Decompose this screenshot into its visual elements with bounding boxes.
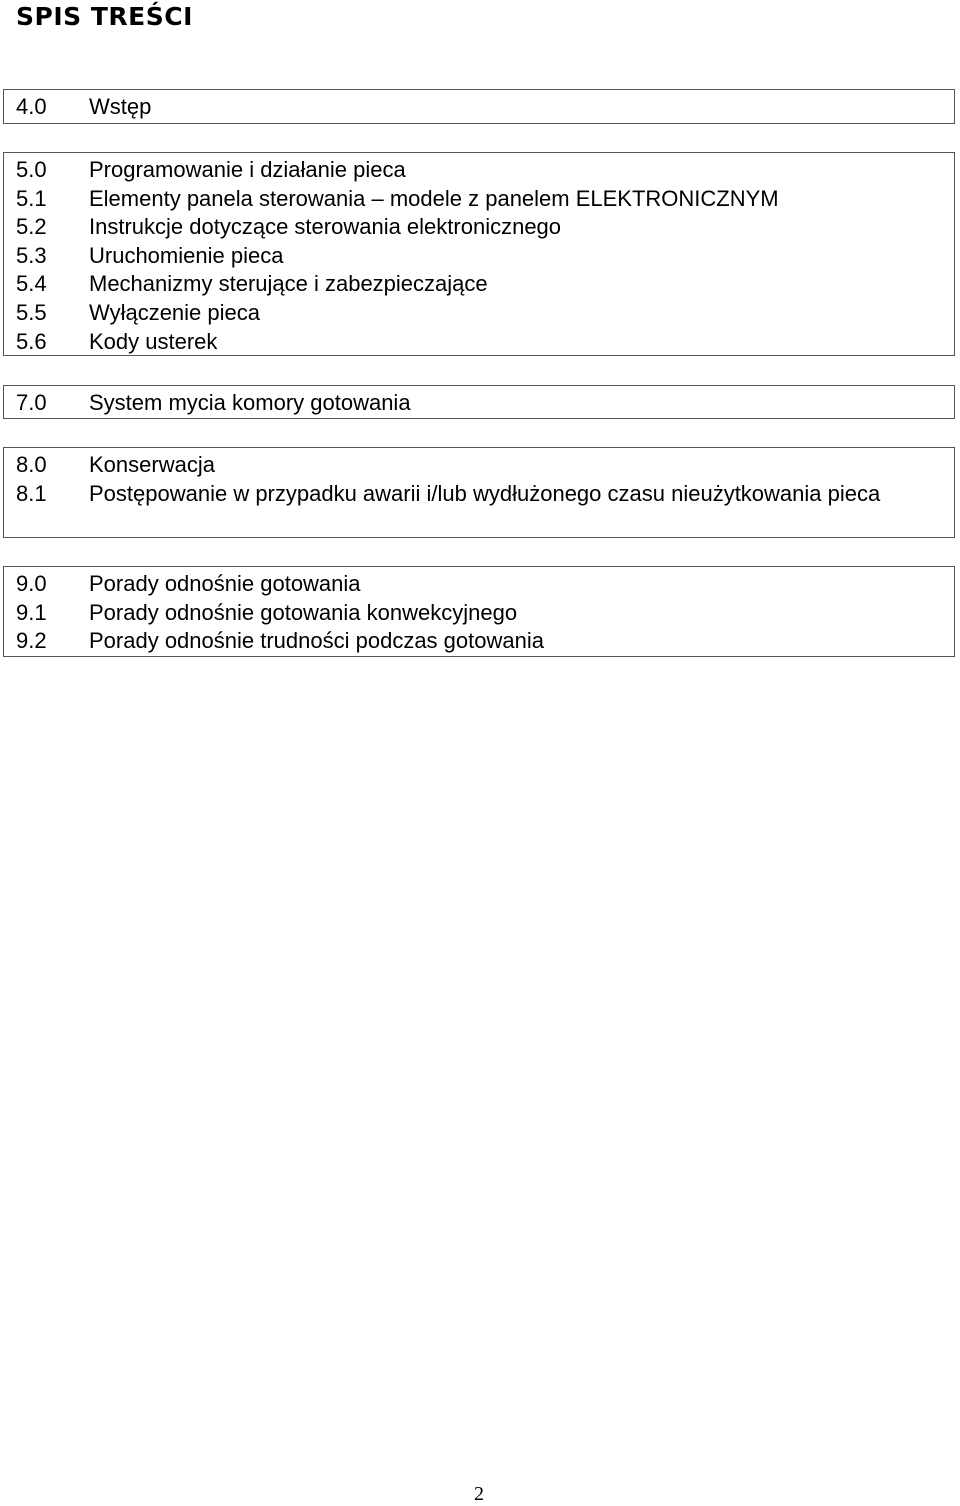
page-title: SPIS TREŚCI xyxy=(16,2,193,31)
toc-entry[interactable] xyxy=(4,570,954,599)
toc-entry-number: 7.0 xyxy=(16,390,47,415)
toc-entry-title: Porady odnośnie gotowania konwekcyjnego xyxy=(89,599,518,625)
toc-entry[interactable] xyxy=(4,328,954,357)
page-number: 2 xyxy=(474,1483,484,1505)
toc-entry-number: 5.2 xyxy=(16,214,47,240)
toc-entry-title: System mycia komory gotowania xyxy=(89,390,411,415)
toc-entry-title: Postępowanie w przypadku awarii i/lub wydłużonego czasu nieużytkowania pieca xyxy=(89,480,881,506)
toc-entry-number: 9.2 xyxy=(16,628,47,654)
toc-entry[interactable] xyxy=(4,156,954,185)
toc-entry-number: 4.0 xyxy=(16,94,47,119)
toc-entry-title: Instrukcje dotyczące sterowania elektronicznego xyxy=(89,214,562,240)
toc-section xyxy=(3,566,955,657)
toc-entry-title: Mechanizmy sterujące i zabezpieczające xyxy=(89,271,488,297)
toc-entry-number: 5.6 xyxy=(16,328,47,354)
toc-entry-title: Wyłączenie pieca xyxy=(89,299,260,325)
toc-entry-number: 5.0 xyxy=(16,157,47,182)
toc-entry-number: 9.1 xyxy=(16,599,47,625)
toc-section xyxy=(3,385,955,419)
toc-entry-number: 9.0 xyxy=(16,571,47,596)
toc-entry-title: Elementy panela sterowania – modele z panelem ELEKTRONICZNYM xyxy=(89,185,779,211)
toc-entry[interactable] xyxy=(4,627,954,656)
toc-entry-number: 5.5 xyxy=(16,299,47,325)
toc-section xyxy=(3,89,955,124)
toc-entry[interactable] xyxy=(4,480,954,509)
toc-entry-number: 8.0 xyxy=(16,452,47,477)
toc-entry-title: Uruchomienie pieca xyxy=(89,242,284,268)
toc-entry-number: 8.1 xyxy=(16,480,47,506)
toc-entry[interactable] xyxy=(4,242,954,271)
toc-entry[interactable] xyxy=(4,270,954,299)
toc-entry-title: Programowanie i działanie pieca xyxy=(89,157,406,182)
toc-entry[interactable] xyxy=(4,451,954,480)
toc-entry[interactable] xyxy=(4,389,954,418)
toc-entry[interactable] xyxy=(4,185,954,214)
toc-section xyxy=(3,447,955,538)
toc-entry-number: 5.4 xyxy=(16,271,47,297)
toc-entry-title: Porady odnośnie trudności podczas gotowania xyxy=(89,628,544,654)
toc-entry-number: 5.3 xyxy=(16,242,47,268)
toc-entry-number: 5.1 xyxy=(16,185,47,211)
toc-entry[interactable] xyxy=(4,93,954,122)
toc-entry-title: Wstęp xyxy=(89,94,152,119)
toc-section xyxy=(3,152,955,356)
toc-entry-title: Konserwacja xyxy=(89,452,215,477)
toc-entry[interactable] xyxy=(4,599,954,628)
toc-entry[interactable] xyxy=(4,299,954,328)
toc-entry-title: Kody usterek xyxy=(89,328,218,354)
toc-entry-title: Porady odnośnie gotowania xyxy=(89,571,361,596)
toc-entry[interactable] xyxy=(4,213,954,242)
